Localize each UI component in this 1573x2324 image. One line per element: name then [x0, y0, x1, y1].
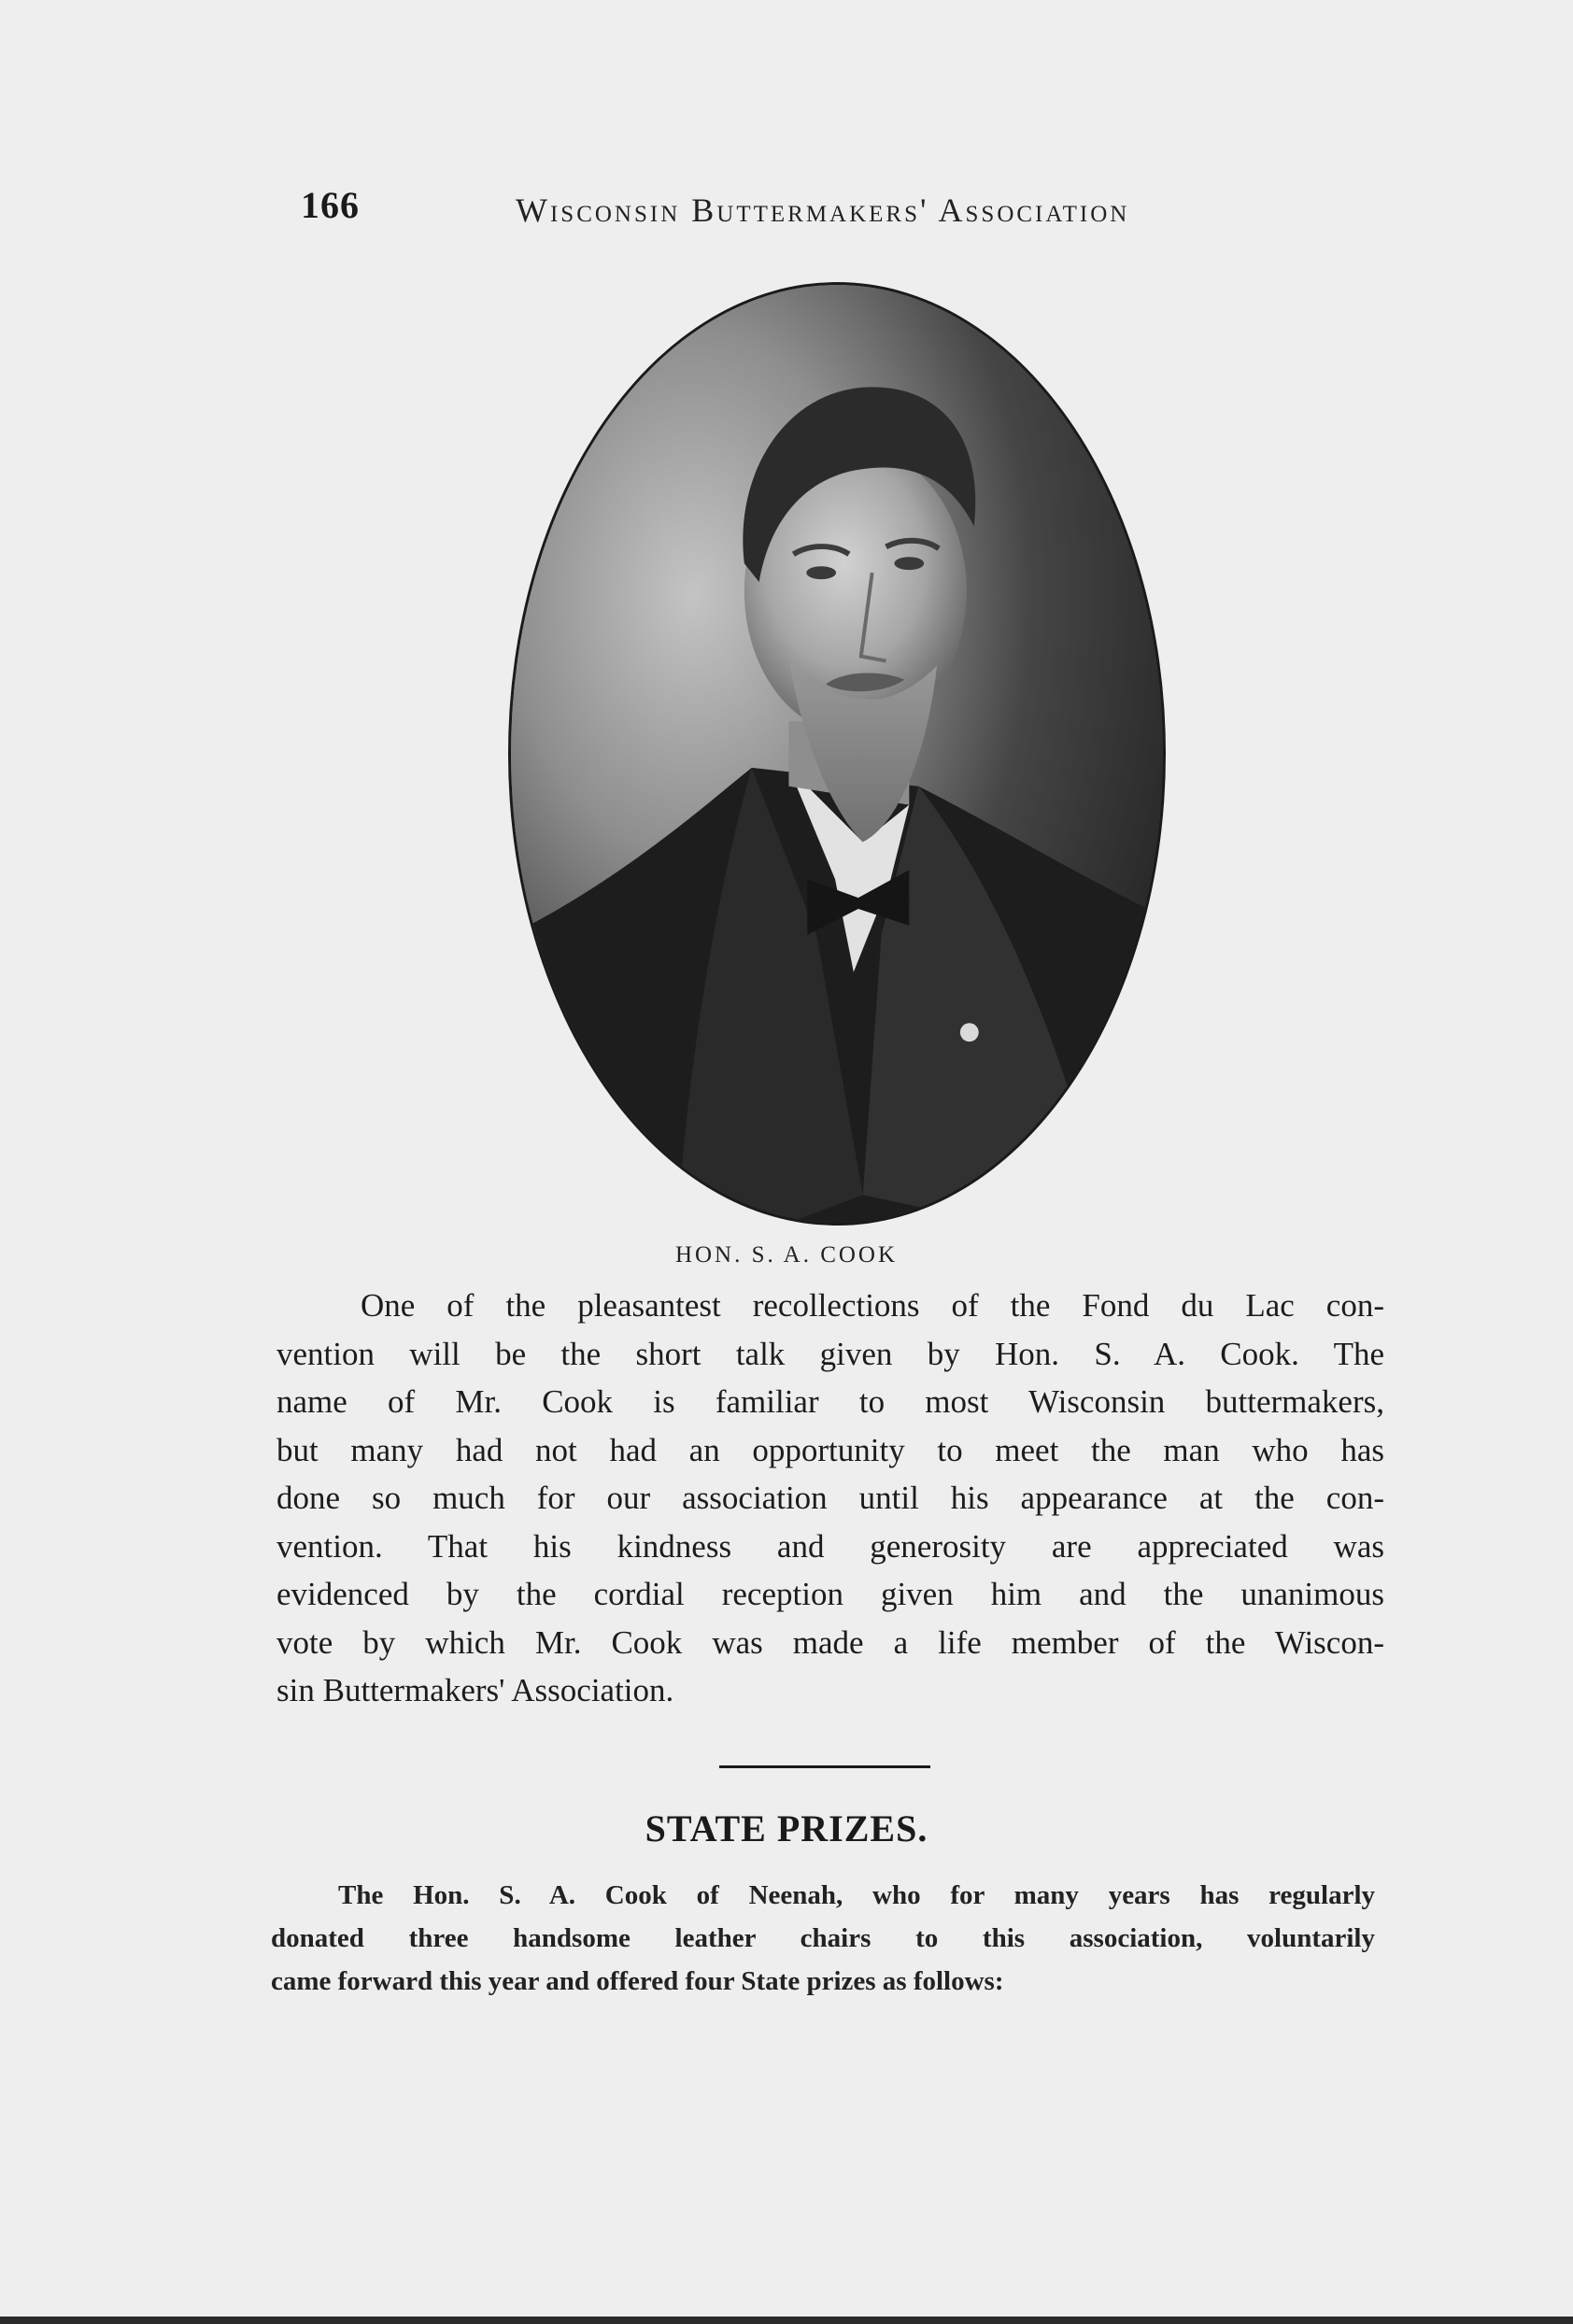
state-prizes-line: The Hon. S. A. Cook of Neenah, who for many years has regularly — [338, 1880, 1375, 1910]
state-prizes-line: donated three handsome leather chairs to this association, voluntarily — [271, 1923, 1375, 1953]
article-line: done so much for our association until his appearance at the con- — [276, 1480, 1384, 1516]
article-line: vention. That his kindness and generosity are appreciated was — [276, 1527, 1384, 1565]
article-paragraph — [276, 1282, 1384, 1715]
state-prizes-line: came forward this year and offered four State prizes as follows: — [271, 1966, 1004, 1996]
running-head: Wisconsin Buttermakers' Association — [516, 191, 1130, 229]
article-line: vention will be the short talk given by Hon. S. A. Cook. The — [276, 1335, 1384, 1372]
article-line: evidenced by the cordial reception given him and the unanimous — [276, 1576, 1384, 1612]
state-prizes-paragraph — [271, 1874, 1375, 2003]
article-line: sin Buttermakers' Association. — [276, 1672, 674, 1708]
article-line: name of Mr. Cook is familiar to most Wisconsin buttermakers, — [276, 1383, 1384, 1420]
portrait-caption: HON. S. A. COOK — [674, 1242, 899, 1268]
page-number: 166 — [301, 184, 360, 226]
section-heading: STATE PRIZES. — [645, 1807, 928, 1849]
article-line: but many had not had an opportunity to meet the man who has — [276, 1431, 1384, 1468]
article-line: One of the pleasantest recollections of the Fond du Lac con- — [361, 1287, 1384, 1324]
portrait-photo — [508, 282, 1166, 1226]
section-divider — [719, 1765, 930, 1768]
page-bottom-edge — [0, 2317, 1573, 2324]
article-line: vote by which Mr. Cook was made a life member of the Wiscon- — [276, 1623, 1384, 1661]
portrait-figure — [511, 285, 1163, 1223]
